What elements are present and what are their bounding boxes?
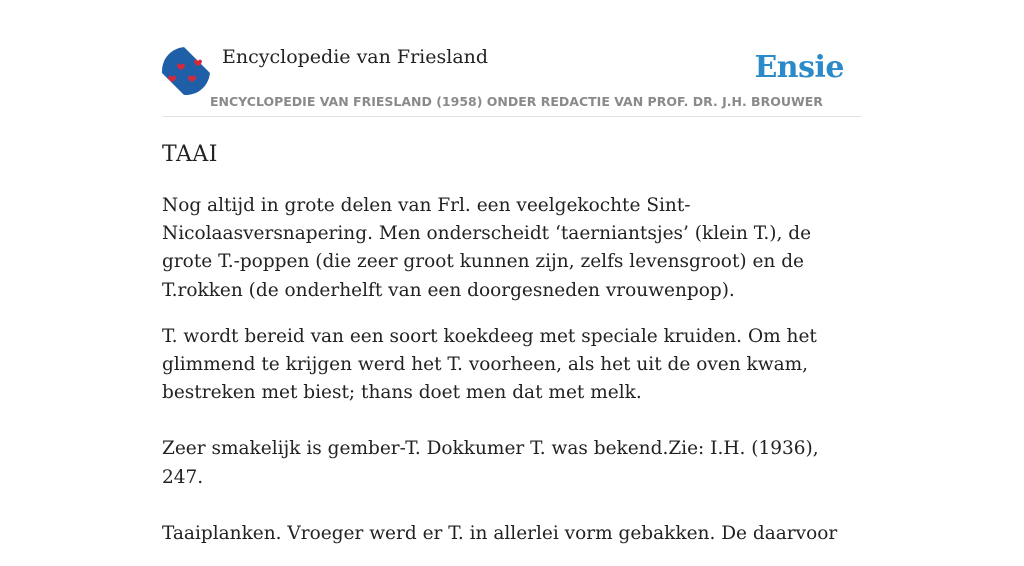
article-paragraph: Taaiplanken. Vroeger werd er T. in allerlei vorm gebakken. De daarvoor	[162, 522, 838, 544]
ensie-logo-link[interactable]: Ensie	[754, 50, 844, 85]
site-title[interactable]: Encyclopedie van Friesland	[222, 46, 489, 68]
article-paragraph: Zeer smakelijk is gember-T. Dokkumer T. was bekend.Zie: I.H. (1936), 247.	[162, 438, 819, 488]
article-paragraph: Nog altijd in grote delen van Frl. een veelgekochte Sint-Nicolaasversnapering. Men onderscheidt ‘taerniantsjes’ (klein T.), de grote T.-poppen (die zeer groot kunnen zijn, zelfs levensgroot) en de T.rokken (de onderhelft van een doorgesneden vrouwenpop).	[162, 195, 812, 301]
header	[162, 44, 862, 117]
frisian-flag-icon[interactable]	[162, 47, 210, 95]
article-title: TAAI	[162, 142, 218, 167]
site-subtitle: ENCYCLOPEDIE VAN FRIESLAND (1958) ONDER REDACTIE VAN PROF. DR. J.H. BROUWER	[210, 94, 823, 109]
article	[162, 140, 862, 566]
article-paragraph: T. wordt bereid van een soort koekdeeg met speciale kruiden. Om het glimmend te krijgen werd het T. voorheen, als het uit de oven kwam, bestreken met biest; thans doet men dat met melk.	[162, 325, 817, 404]
